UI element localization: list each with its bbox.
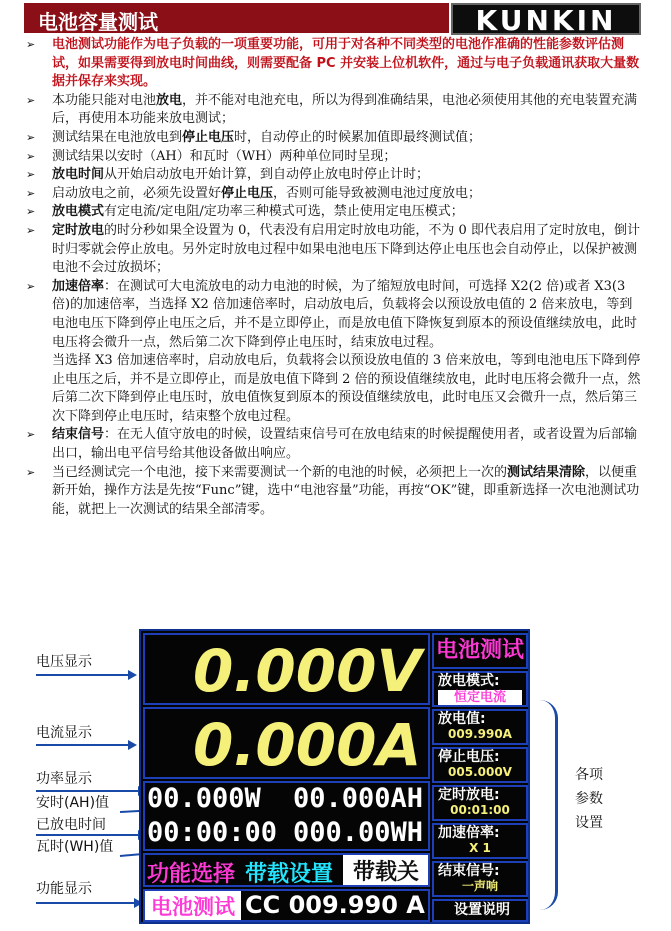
arrow-bullet-icon: ➢	[26, 130, 36, 144]
list-item	[26, 129, 644, 148]
arrow-bullet-icon: ➢	[26, 205, 36, 219]
list-item	[26, 166, 644, 185]
voltage-cell	[143, 633, 430, 705]
current-cell	[143, 707, 430, 779]
bullet-text: 的时分秒如果全设置为 0，代表没有启用定时放电功能，不为 0 即代表启用了定时放电，倒计时归零就会停止放电。另外定时放电过程中如果电池电压下降到达停止电压也会自动停止，以保护被测电池不会过放损坏；	[52, 222, 640, 276]
stop-voltage-label: 停止电压:	[438, 749, 500, 765]
discharge-label: 放电值:	[438, 711, 486, 727]
list-item	[26, 278, 644, 427]
voltage-readout: 0.000V	[193, 637, 422, 705]
bullet-keyword: 定时放电	[52, 222, 105, 238]
mode-row	[143, 889, 430, 922]
list-item	[26, 222, 644, 278]
bullet-keyword: 停止电压	[182, 129, 235, 145]
current-display-label: 电流显示	[36, 725, 92, 741]
bullet-keyword: 停止电压	[221, 185, 274, 201]
page-title: 电池容量测试	[38, 10, 158, 34]
function-display-label: 功能显示	[36, 881, 92, 897]
list-item	[26, 185, 644, 204]
arrow-bullet-icon: ➢	[26, 149, 36, 163]
function-row	[143, 853, 430, 887]
time-readout: 00:00:00	[147, 817, 278, 848]
arrow-bullet-icon: ➢	[26, 38, 36, 51]
bullet-keyword: 放电模式	[52, 204, 105, 220]
bullet-text: 测试结果在电池放电到	[52, 129, 183, 145]
arrow-bullet-icon: ➢	[26, 93, 36, 107]
stop-voltage-value: 005.000V	[448, 765, 512, 779]
load-off-button[interactable]: 带载关	[343, 855, 429, 885]
header-bar	[24, 3, 449, 33]
mode-label: 放电模式:	[438, 673, 500, 689]
bullet-text: 当已经测试完一个电池，接下来需要测试一个新的电池的时候，必须把上一次的	[52, 464, 508, 480]
function-arrow	[36, 902, 136, 904]
params-label-2: 参数	[575, 791, 603, 807]
battery-test-mode[interactable]: 电池测试	[145, 891, 241, 920]
list-item	[26, 426, 644, 463]
page-header	[24, 3, 644, 37]
mode-value: 恒定电流	[438, 690, 522, 705]
bullet-text: 时，自动停止的时候累加值即最终测试值；	[234, 129, 482, 145]
cc-value-readout: CC 009.990 A	[245, 891, 425, 919]
end-signal-label: 结束信号:	[438, 863, 500, 879]
stop-voltage-setting[interactable]	[432, 747, 528, 783]
discharge-mode-setting[interactable]	[432, 671, 528, 707]
rate-label: 加速倍率:	[438, 825, 500, 841]
elapsed-time-label: 已放电时间	[36, 817, 106, 833]
load-setting-button[interactable]: 带载设置	[245, 862, 334, 887]
power-ah-time-wh-cell	[143, 781, 430, 851]
power-display-label: 功率显示	[36, 771, 92, 787]
current-arrow	[36, 744, 130, 746]
bullet-text: 从开始启动放电开始计算，到自动停止放电时停止计时；	[104, 167, 430, 183]
end-signal-value: 一声响	[461, 879, 498, 893]
voltage-display-label: 电压显示	[36, 654, 92, 670]
side-title: 电池测试	[435, 638, 524, 663]
arrow-right-icon	[128, 670, 137, 680]
arrow-bullet-icon: ➢	[26, 186, 36, 200]
bullet-keyword: 加速倍率	[52, 278, 105, 294]
bullet-text: ，以便重新开始，操作方法是先按“Func”键，选中“电池容量”功能，再按“OK”键，即重新选择一次电池测试功能，就把上一次测试的结果全部清零。	[52, 464, 640, 517]
list-item	[26, 148, 644, 167]
bullet-text: 有定电流/定电阻/定功率三种模式可选，禁止使用定电压模式；	[104, 204, 464, 220]
bullet-keyword: 放电时间	[52, 167, 105, 183]
bullet-continuation: 当选择 X3 倍加速倍率时，启动放电后，负载将会以预设放电值的 3 倍来放电，等到电池电压下降到停止电压之后，并不是立即停止，而是放电值下降到 2 倍的预设值继续放电，此时电压将会微升一点，然后第二次下降到停止电压时，放电值恢复到原本的预设值继续放电，此时电压又会微升一点，然后第三次下降到停止电压时，结束整个放电过程。	[52, 353, 641, 424]
timer-label: 定时放电:	[438, 787, 500, 803]
list-item	[26, 464, 644, 520]
bullet-text: 测试结果以安时（AH）和瓦时（WH）两种单位同时呈现；	[52, 148, 397, 164]
timer-value: 00:01:00	[450, 803, 510, 817]
bullet-keyword: 测试结果清除	[507, 464, 586, 480]
list-item	[26, 203, 644, 222]
bullet-text: ：在无人值守放电的时候，设置结束信号可在放电结束的时候提醒使用者，或者设置为后部输出口，输出电平信号给其他设备做出响应。	[52, 427, 638, 462]
bullet-text: 电池测试功能作为电子负载的一项重要功能，可用于对各种不同类型的电池作准确的性能参数评估测试，如果需要得到放电时间曲线，则需要配备 PC 并安装上位机软件，通过与电子负载通讯获取大量数据并保存来实现。	[52, 37, 640, 90]
ah-readout: 00.000AH	[293, 783, 424, 814]
lcd-screen	[139, 629, 530, 924]
arrow-bullet-icon: ➢	[26, 428, 36, 442]
bullet-keyword: 放电	[156, 92, 183, 108]
help-label: 设置说明	[454, 902, 510, 918]
side-title-cell	[432, 633, 528, 669]
description-list	[26, 36, 644, 519]
arrow-bullet-icon: ➢	[26, 465, 36, 479]
rate-value: X 1	[469, 841, 491, 855]
params-label-3: 设置	[575, 815, 603, 831]
list-item	[26, 92, 644, 129]
help-setting[interactable]	[432, 899, 528, 922]
bullet-text: ，否则可能导致被测电池过度放电；	[273, 185, 482, 201]
end-signal-setting[interactable]	[432, 861, 528, 897]
bullet-keyword: 结束信号	[52, 427, 105, 443]
wh-readout: 000.00WH	[293, 817, 424, 848]
list-item	[26, 36, 644, 92]
arrow-bullet-icon: ➢	[26, 223, 36, 237]
params-label-1: 各项	[575, 767, 603, 783]
arrow-bullet-icon: ➢	[26, 168, 36, 182]
power-readout: 00.000W	[147, 783, 261, 814]
function-select-button[interactable]: 功能选择	[147, 862, 236, 887]
wh-value-label: 瓦时(WH)值	[36, 839, 114, 855]
arrow-bullet-icon: ➢	[26, 279, 36, 293]
discharge-value: 009.990A	[448, 727, 512, 741]
kunkin-logo: KUNKIN	[451, 3, 641, 35]
arrow-right-icon	[128, 740, 137, 750]
bullet-text: 启动放电之前，必须先设置好	[52, 185, 222, 201]
rate-setting[interactable]	[432, 823, 528, 859]
bullet-text: ，并不能对电池充电，所以为得到准确结果，电池必须使用其他的充电装置充满后，再使用本功能来放电测试；	[52, 92, 638, 127]
voltage-arrow	[36, 674, 130, 676]
bullet-text: 本功能只能对电池	[52, 92, 157, 108]
discharge-value-setting[interactable]	[432, 709, 528, 745]
params-brace	[536, 700, 558, 910]
bullet-text: ：在测试可大电流放电的动力电池的时候，为了缩短放电时间，可选择 X2(2 倍)或者 X3(3 倍)的加速倍率，当选择 X2 倍加速倍率时，启动放电后，负载将会以预设放电值的 2 倍来放电，等到电池电压下降到停止电压之后，并不是立即停止，而是放电值下降恢复到原本的预设值继续放电，此时电压将会微升一点，然后第二次下降到停止电压时，结束放电过程。	[52, 278, 638, 350]
current-readout: 0.000A	[193, 711, 422, 779]
ah-value-label: 安时(AH)值	[36, 795, 110, 811]
timer-setting[interactable]	[432, 785, 528, 821]
